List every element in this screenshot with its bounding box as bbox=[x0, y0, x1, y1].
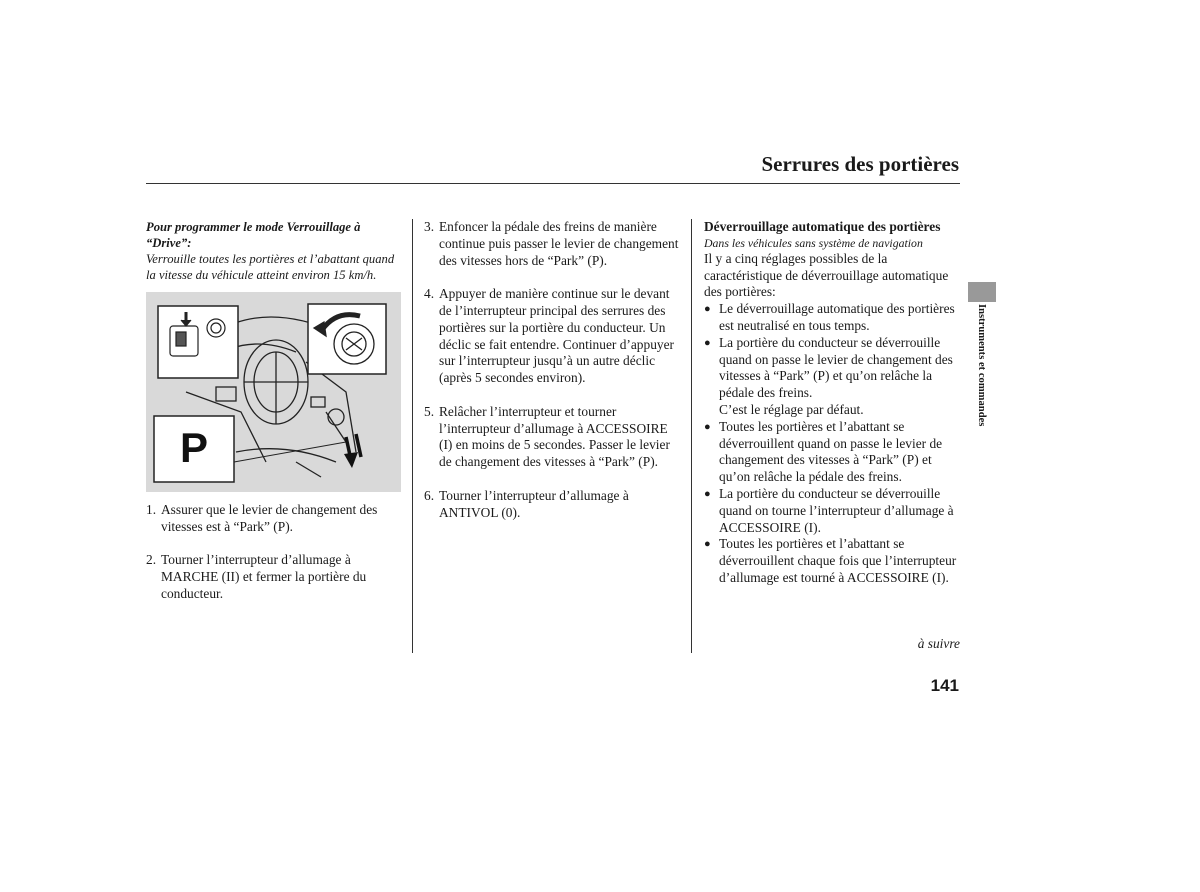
section-heading: Déverrouillage automatique des portières bbox=[704, 219, 941, 234]
bullet-item bbox=[704, 486, 959, 536]
page-number: 141 bbox=[930, 676, 959, 695]
park-label: P bbox=[179, 424, 209, 471]
step-text: Tourner l’interrupteur d’allumage à MARCHE (II) et fermer la portière du conducteur. bbox=[161, 552, 367, 601]
step-item bbox=[424, 488, 679, 522]
bullet-item bbox=[704, 335, 959, 419]
step-text: Tourner l’interrupteur d’allumage à ANTIVOL (0). bbox=[439, 487, 629, 520]
column-1 bbox=[146, 219, 401, 283]
bullet-item bbox=[704, 419, 959, 486]
section-intro: Verrouille toutes les portières et l’abattant quand la vitesse du véhicule atteint environ 15 km/h. bbox=[146, 252, 395, 282]
chapter-tab bbox=[968, 282, 996, 302]
bullet-text: Toutes les portières et l’abattant se déverrouillent chaque fois que l’interrupteur d’allumage est tourné à ACCESSOIRE (I). bbox=[719, 536, 957, 585]
bullet-icon: ● bbox=[704, 303, 711, 316]
column-3 bbox=[704, 219, 959, 587]
column-1-steps bbox=[146, 502, 401, 603]
bullet-text: Le déverrouillage automatique des portières est neutralisé en tous temps. bbox=[719, 301, 955, 333]
column-divider-1 bbox=[412, 219, 413, 653]
bullet-icon: ● bbox=[704, 420, 711, 433]
title-divider bbox=[146, 183, 960, 184]
step-number: 6. bbox=[424, 487, 435, 503]
bullet-icon: ● bbox=[704, 487, 711, 500]
column-divider-2 bbox=[691, 219, 692, 653]
page-title: Serrures des portières bbox=[761, 152, 959, 176]
section-heading: Pour programmer le mode Verrouillage à “Drive”: bbox=[146, 220, 361, 250]
section-note: Dans les véhicules sans système de navigation bbox=[704, 235, 923, 250]
section-intro: Il y a cinq réglages possibles de la caractéristique de déverrouillage automatique des portières: bbox=[704, 250, 949, 300]
step-number: 4. bbox=[424, 286, 435, 302]
step-text: Assurer que le levier de changement des vitesses est à “Park” (P). bbox=[161, 502, 378, 534]
illustration bbox=[146, 292, 401, 492]
steering-illustration bbox=[146, 292, 401, 492]
step-item bbox=[146, 552, 401, 602]
bullet-icon: ● bbox=[704, 538, 711, 551]
step-text: Appuyer de manière continue sur le devant de l’interrupteur principal des serrures des portières sur la portière du conducteur. Un déclic se fait entendre. Continuer d’appuyer sur l’interrupteur jusqu’à un autre déclic (après 5 secondes environ). bbox=[439, 286, 674, 386]
continued-note: à suivre bbox=[917, 636, 960, 651]
column-2 bbox=[424, 219, 679, 521]
bullet-icon: ● bbox=[704, 336, 711, 349]
bullet-item bbox=[704, 301, 959, 335]
chapter-label: Instruments et commandes bbox=[976, 304, 987, 427]
step-text: Enfoncer la pédale des freins de manière continue puis passer le levier de changement des vitesses hors de “Park” (P). bbox=[439, 219, 679, 268]
step-number: 5. bbox=[424, 403, 435, 419]
step-number: 1. bbox=[146, 502, 157, 517]
step-text: Relâcher l’interrupteur et tourner l’interrupteur d’allumage à ACCESSOIRE (I) en moins de 5 secondes. Passer le levier de changement des vitesses à “Park” (P). bbox=[439, 403, 670, 470]
step-item bbox=[424, 286, 679, 387]
step-item bbox=[424, 219, 679, 269]
bullet-item bbox=[704, 536, 959, 586]
step-number: 3. bbox=[424, 219, 435, 234]
bullet-text: La portière du conducteur se déverrouille quand on tourne l’interrupteur d’allumage à ACCESSOIRE (I). bbox=[719, 485, 954, 535]
step-number: 2. bbox=[146, 552, 157, 568]
bullet-text: Toutes les portières et l’abattant se déverrouillent quand on passe le levier de changement des vitesses à “Park” (P) et qu’on relâche la pédale des freins. bbox=[719, 418, 943, 485]
step-item bbox=[424, 404, 679, 471]
step-item bbox=[146, 502, 401, 536]
bullet-text: La portière du conducteur se déverrouille quand on passe le levier de changement des vitesses à “Park” (P) et qu’on relâche la pédale des freins. bbox=[719, 334, 953, 401]
bullet-extra: C’est le réglage par défaut. bbox=[719, 401, 864, 417]
